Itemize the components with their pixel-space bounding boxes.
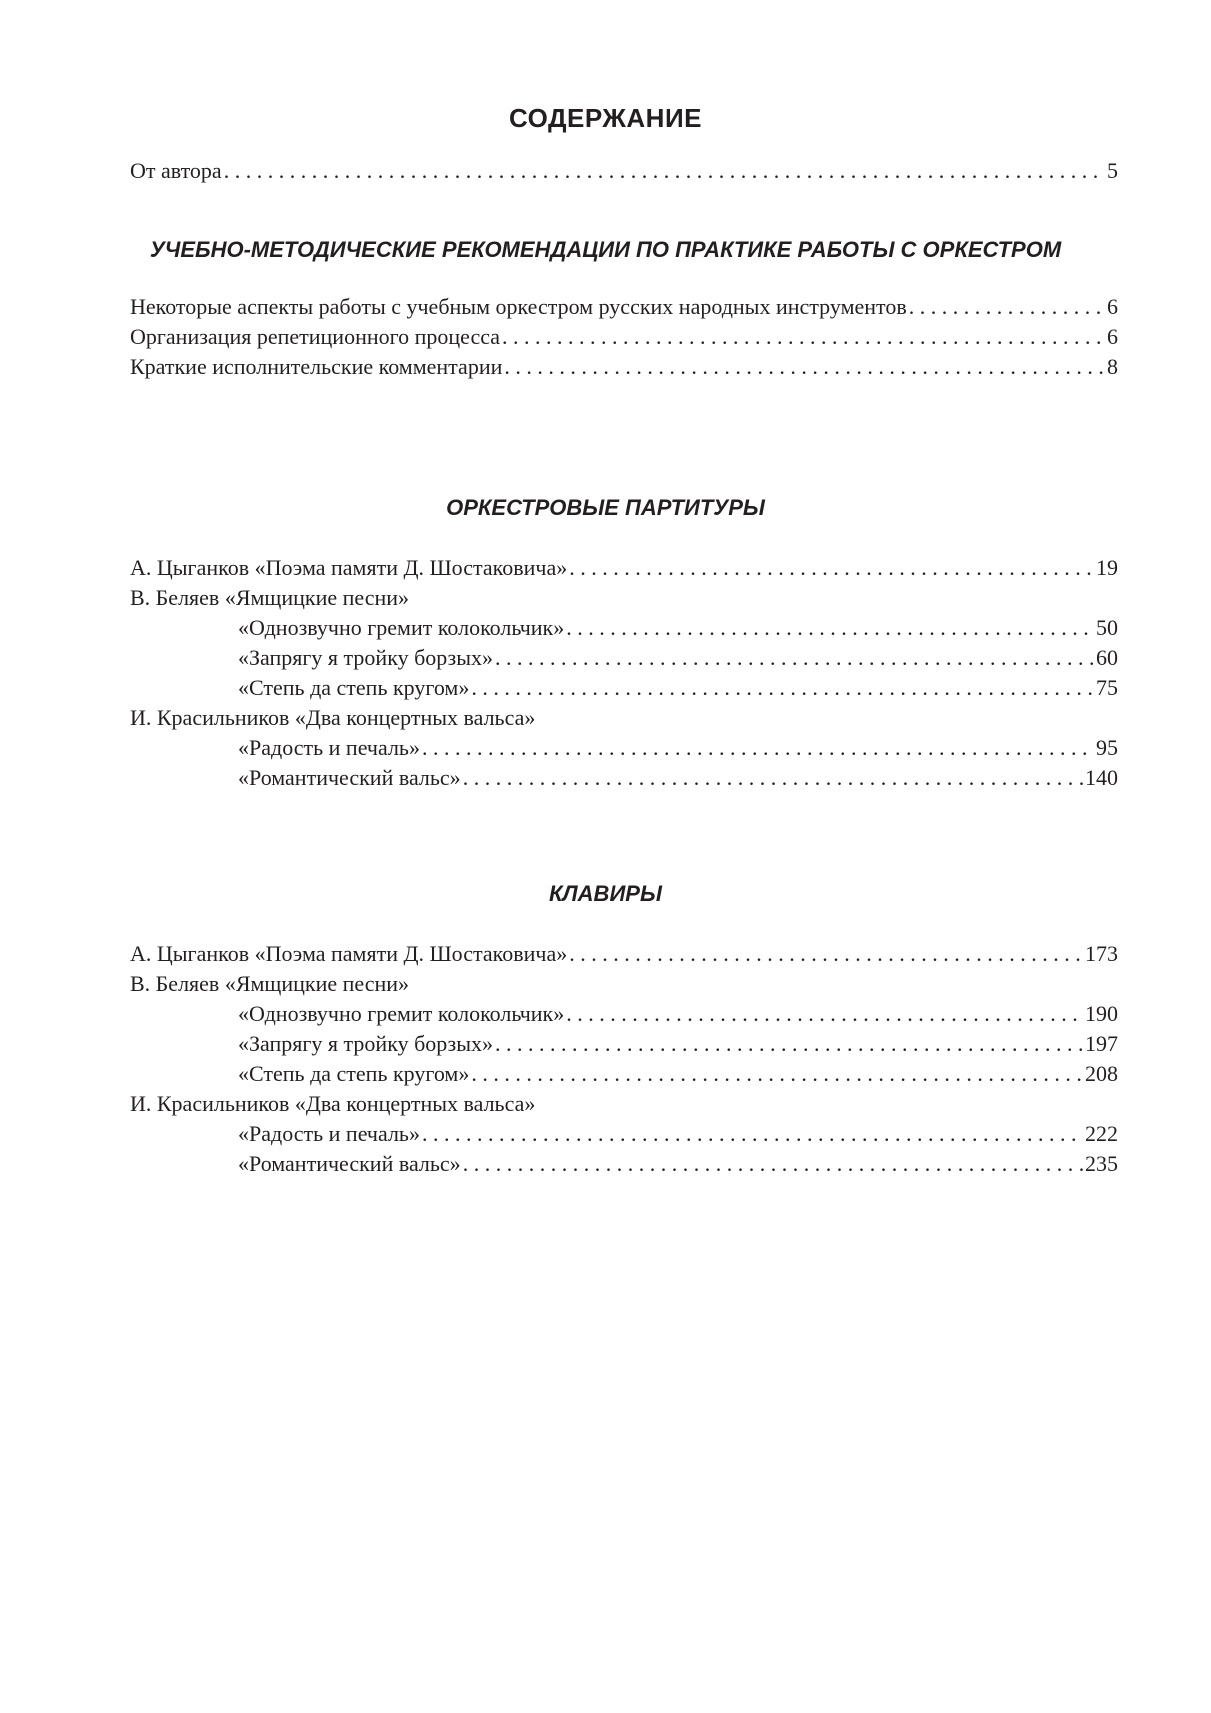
toc-group-heading: [130, 703, 1118, 733]
toc-entry-label: От автора: [130, 158, 222, 183]
dot-leader: [502, 322, 1105, 352]
toc-entry[interactable]: [130, 1119, 1118, 1149]
dot-leader: [495, 1029, 1083, 1059]
toc-entry-label: «Однозвучно гремит колокольчик»: [238, 1001, 565, 1026]
toc-entry[interactable]: [130, 292, 1118, 322]
toc-entry-label: Некоторые аспекты работы с учебным оркестром русских народных инструментов: [130, 294, 907, 319]
toc-section-piano-scores: [130, 939, 1118, 1179]
dot-leader: [504, 352, 1105, 382]
toc-section-scores: [130, 553, 1118, 793]
toc-entry-page: 5: [1107, 158, 1118, 183]
toc-entry-page: 6: [1107, 324, 1118, 349]
toc-entry[interactable]: [130, 999, 1118, 1029]
toc-entry-page: 60: [1096, 645, 1118, 670]
toc-entry-label: «Степь да степь кругом»: [238, 675, 470, 700]
dot-leader: [566, 613, 1094, 643]
toc-entry-label: «Запрягу я тройку борзых»: [238, 645, 493, 670]
toc-entry-label: «Запрягу я тройку борзых»: [238, 1031, 493, 1056]
toc-entry-page: 19: [1096, 555, 1118, 580]
toc-entry[interactable]: [130, 613, 1118, 643]
toc-entry-page: 75: [1096, 675, 1118, 700]
toc-group-heading: [130, 969, 1118, 999]
toc-entry-label: И. Красильников «Два концертных вальса»: [130, 1091, 536, 1116]
toc-entry[interactable]: [130, 763, 1118, 793]
dot-leader: [422, 1119, 1083, 1149]
toc-entry-page: 6: [1107, 294, 1118, 319]
toc-entry-page: 222: [1085, 1121, 1118, 1146]
toc-entry-page: 235: [1085, 1151, 1118, 1176]
toc-entry[interactable]: [130, 322, 1118, 352]
dot-leader: [463, 1149, 1083, 1179]
toc-entry-label: «Романтический вальс»: [238, 765, 461, 790]
toc-entry[interactable]: [130, 939, 1118, 969]
section-heading-piano-scores: КЛАВИРЫ: [549, 881, 662, 906]
toc-entry-page: 208: [1085, 1061, 1118, 1086]
dot-leader: [569, 553, 1094, 583]
toc-entry-page: 8: [1107, 354, 1118, 379]
toc-entry-page: 95: [1096, 735, 1118, 760]
toc-entry-label: В. Беляев «Ямщицкие песни»: [130, 971, 410, 996]
toc-entry-label: «Радость и печаль»: [238, 1121, 420, 1146]
toc-entry-page: 190: [1085, 1001, 1118, 1026]
toc-entry-label: И. Красильников «Два концертных вальса»: [130, 705, 536, 730]
toc-entry-label: А. Цыганков «Поэма памяти Д. Шостаковича»: [130, 941, 568, 966]
toc-entry[interactable]: [130, 1059, 1118, 1089]
toc-entry[interactable]: [130, 1029, 1118, 1059]
toc-entry-label: «Романтический вальс»: [238, 1151, 461, 1176]
dot-leader: [495, 643, 1094, 673]
toc-group-heading: [130, 583, 1118, 613]
toc-entry[interactable]: [130, 733, 1118, 763]
section-heading-scores: ОРКЕСТРОВЫЕ ПАРТИТУРЫ: [446, 495, 765, 520]
toc-entry-page: 140: [1085, 765, 1118, 790]
toc-entry-label: «Однозвучно гремит колокольчик»: [238, 615, 565, 640]
toc-entry[interactable]: [130, 673, 1118, 703]
dot-leader: [471, 1059, 1083, 1089]
toc-entry[interactable]: [130, 156, 1118, 186]
toc-entry-label: «Радость и печаль»: [238, 735, 420, 760]
dot-leader: [422, 733, 1094, 763]
toc-entry-label: А. Цыганков «Поэма памяти Д. Шостаковича»: [130, 555, 568, 580]
dot-leader: [463, 763, 1083, 793]
toc-entry-page: 197: [1085, 1031, 1118, 1056]
section-heading-methodology: УЧЕБНО-МЕТОДИЧЕСКИЕ РЕКОМЕНДАЦИИ ПО ПРАКТИКЕ РАБОТЫ С ОРКЕСТРОМ: [149, 237, 1062, 262]
toc-entry-label: «Степь да степь кругом»: [238, 1061, 470, 1086]
toc-entry-label: В. Беляев «Ямщицкие песни»: [130, 585, 410, 610]
dot-leader: [569, 939, 1083, 969]
toc-entry[interactable]: [130, 1149, 1118, 1179]
toc-entry[interactable]: [130, 643, 1118, 673]
toc-entry-page: 50: [1096, 615, 1118, 640]
dot-leader: [224, 156, 1105, 186]
toc-entry-page: 173: [1085, 941, 1118, 966]
toc-entry-label: Краткие исполнительские комментарии: [130, 354, 503, 379]
dot-leader: [471, 673, 1094, 703]
toc-entry[interactable]: [130, 553, 1118, 583]
toc-section-methodology: [130, 292, 1118, 382]
page-title: СОДЕРЖАНИЕ: [509, 103, 702, 133]
toc-group-heading: [130, 1089, 1118, 1119]
toc-intro: [130, 156, 1118, 186]
toc-entry[interactable]: [130, 352, 1118, 382]
toc-entry-label: Организация репетиционного процесса: [130, 324, 501, 349]
dot-leader: [566, 999, 1083, 1029]
dot-leader: [909, 292, 1105, 322]
